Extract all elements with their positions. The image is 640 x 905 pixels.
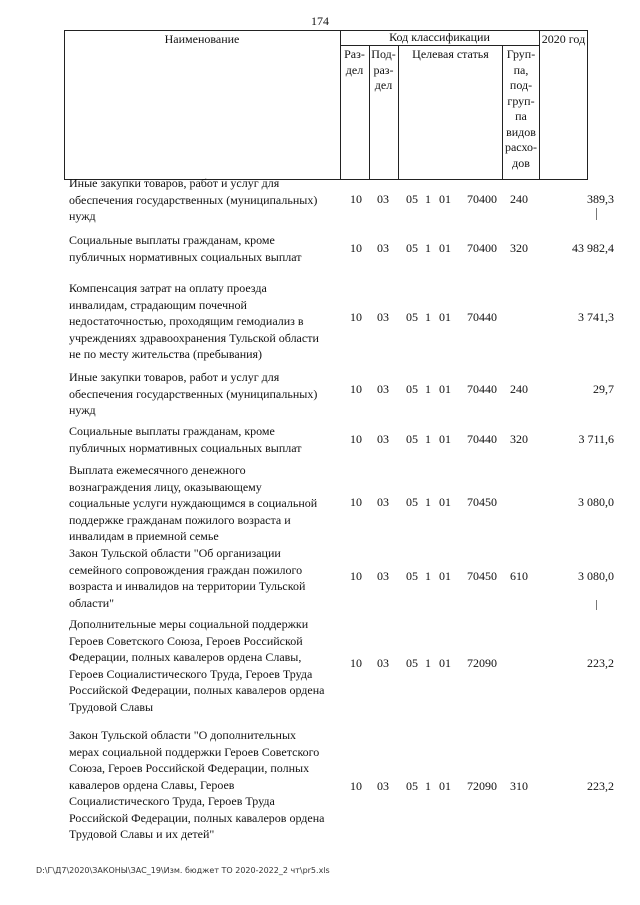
row-name: Закон Тульской области "О дополнительных мерах социальной поддержки Героев Советского Союза, Героев Российской Федерации, полных кавалеров ордена Славы, Героев Социалистического Труда, Героев Труда Российской Федерации, полных кавалеров ордена Трудовой Славы и их детей" — [69, 728, 325, 841]
row-name: Социальные выплаты гражданам, кроме публичных нормативных социальных выплат — [69, 233, 302, 264]
file-path-footer: D:\Г\Д7\2020\ЗАКОНЫ\ЗАС_19\Изм. бюджет ТО 2020-2022_2 чт\pr5.xls — [36, 866, 330, 875]
row-name: Социальные выплаты гражданам, кроме публичных нормативных социальных выплат — [69, 424, 302, 455]
row-name: Иные закупки товаров, работ и услуг для обеспечения государственных (муниципальных) нужд — [69, 370, 318, 417]
row-value: 223,2 — [587, 779, 614, 793]
row-name: Выплата ежемесячного денежного вознаграждения лицу, оказывающему социальные услуги нуждающимся в социальной поддержке гражданам пожилого возраста и инвалидам в приемной семье — [69, 463, 318, 543]
header-group: Груп- па, под- груп- па видов расхо- дов — [504, 47, 538, 170]
header-razdel: Раз- дел — [344, 47, 365, 77]
scan-mark — [596, 600, 597, 610]
row-value: 43 982,4 — [572, 241, 614, 255]
row-name: Иные закупки товаров, работ и услуг для обеспечения государственных (муниципальных) нужд — [69, 176, 318, 223]
header-name: Наименование — [164, 32, 240, 46]
row-value: 3 741,3 — [578, 310, 614, 324]
header-code: Код классификации — [389, 30, 490, 44]
scan-mark — [596, 208, 597, 220]
header-podrazdel: Под- раз- дел — [371, 47, 396, 92]
row-value: 3 080,0 — [578, 569, 614, 583]
row-value: 3 711,6 — [578, 432, 614, 446]
table-header — [64, 30, 588, 180]
row-name: Закон Тульской области "Об организации семейного сопровождения граждан пожилого возраста и инвалидов на территории Тульской области" — [69, 546, 306, 610]
page-number: 174 — [311, 14, 329, 28]
row-value: 223,2 — [587, 656, 614, 670]
row-value: 3 080,0 — [578, 495, 614, 509]
row-name: Компенсация затрат на оплату проезда инвалидам, страдающим почечной недостаточностью, проходящим гемодиализ в учреждениях здравоохранения Тульской области не по месту жительства (пребывания) — [69, 281, 319, 361]
row-value: 29,7 — [593, 382, 614, 396]
header-target: Целевая статья — [412, 47, 489, 61]
row-name: Дополнительные меры социальной поддержки Героев Советского Союза, Героев Российской Федерации, полных кавалеров ордена Славы, Героев Социалистического Труда, Героев Труда Российской Федерации, полных кавалеров ордена Трудовой Славы — [69, 617, 325, 714]
header-year: 2020 год — [541, 32, 586, 46]
row-value: 389,3 — [587, 192, 614, 206]
